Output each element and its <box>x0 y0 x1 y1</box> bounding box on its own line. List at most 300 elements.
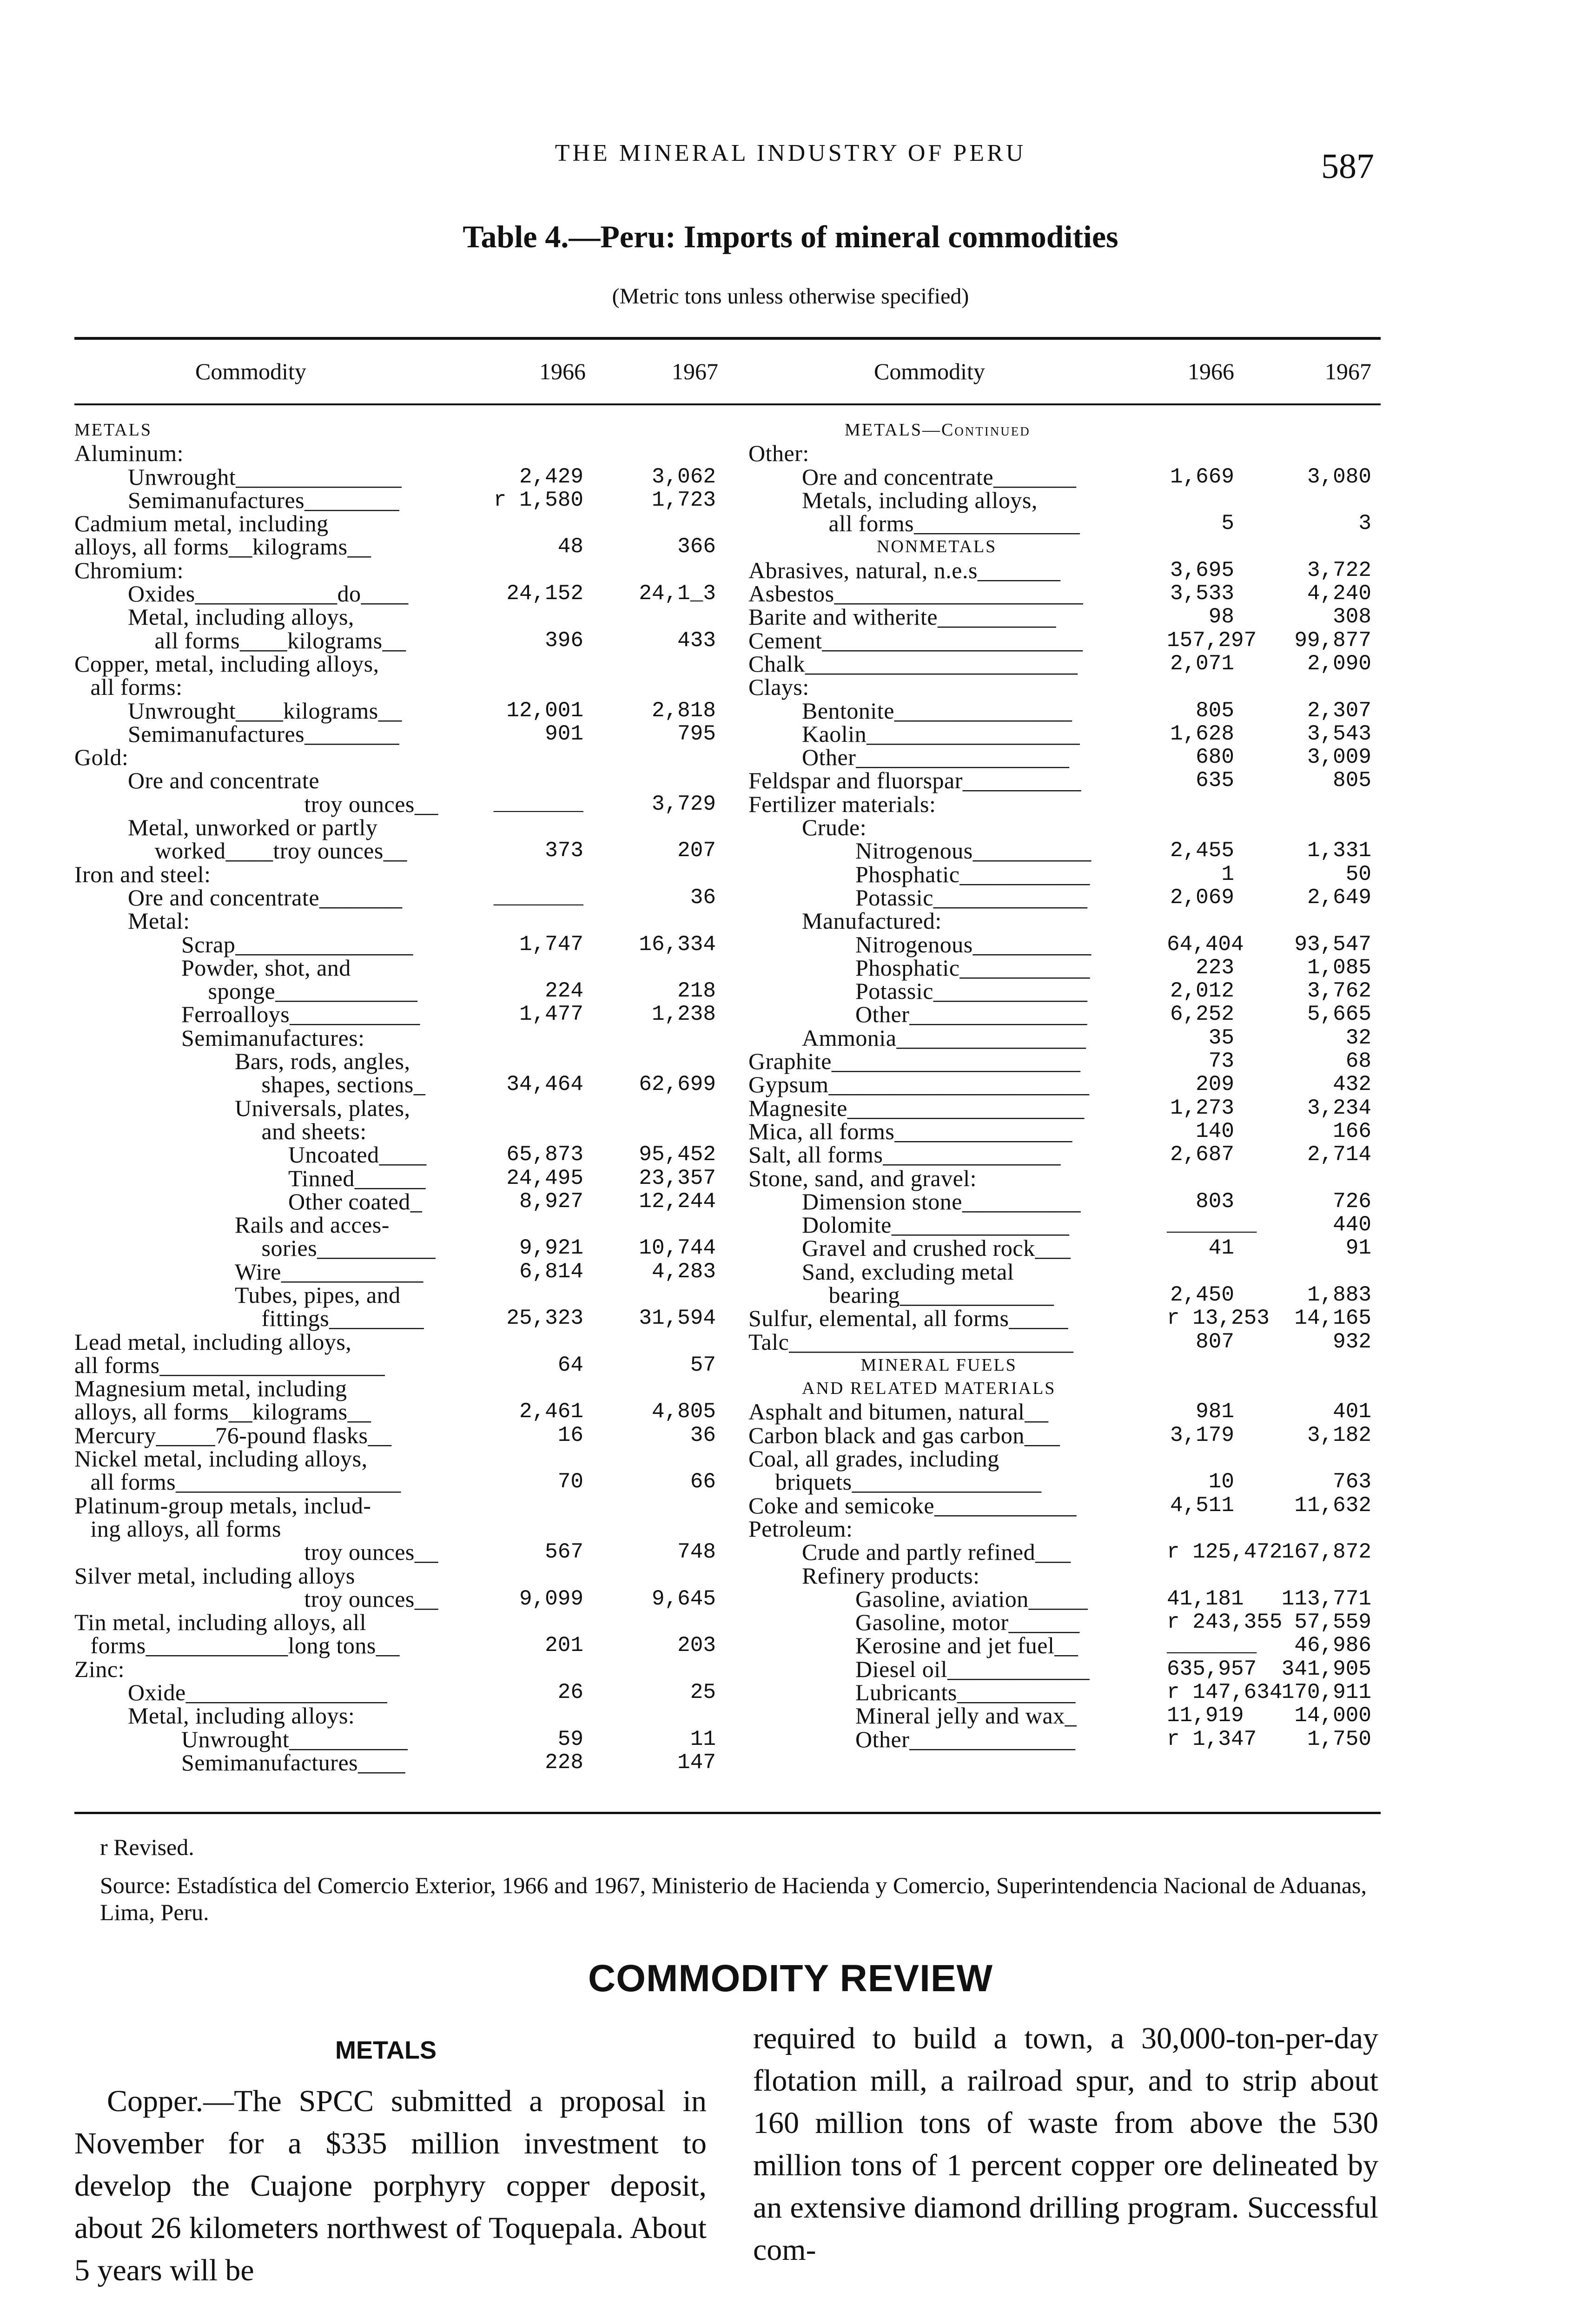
table-row <box>74 1377 725 1400</box>
value-1966: 2,450 <box>1170 1282 1234 1307</box>
value-1967: 10,744 <box>639 1236 716 1261</box>
table-row <box>748 1400 1385 1423</box>
commodity-label: Other__________________ <box>802 744 1070 771</box>
body-paragraph-left: Copper.—The SPCC submitted a proposal in November for a $335 million investment to develop the Cuajone porphyry copper deposit, about 26 kilometers northwest of Toquepala. About 5 years will be <box>74 2084 707 2287</box>
footnote-source: Source: Estadística del Comercio Exterior, 1966 and 1967, Ministerio de Hacienda y Comercio, Superintendencia Nacional de Aduanas, Lima, Peru. <box>100 1872 1367 1925</box>
value-1967: 5,665 <box>1307 1002 1371 1027</box>
table-right-column <box>748 418 1385 1751</box>
commodity-label: Semimanufactures____ <box>181 1749 406 1776</box>
col-header-1966-left: 1966 <box>539 358 586 384</box>
commodity-label: Stone, sand, and gravel: <box>748 1165 977 1191</box>
commodity-label: Talc________________________ <box>748 1328 1074 1355</box>
commodity-label: Phosphatic___________ <box>855 861 1090 887</box>
value-1967: 23,357 <box>639 1166 716 1190</box>
commodity-label: troy ounces__ <box>304 1539 438 1565</box>
value-1967: 1,723 <box>651 488 716 512</box>
table-row <box>74 1424 725 1447</box>
commodity-label: Ore and concentrate_______ <box>802 463 1077 490</box>
value-1966: r 243,355 <box>1167 1610 1283 1635</box>
value-1966: 73 <box>1208 1049 1234 1074</box>
value-1967: 932 <box>1333 1329 1371 1354</box>
table-row <box>74 1611 725 1634</box>
value-1967: 36 <box>690 885 716 910</box>
table-row <box>74 1728 725 1751</box>
table-row <box>74 1353 725 1377</box>
table-row <box>748 582 1385 605</box>
commodity-label: Asbestos_____________________ <box>748 581 1084 607</box>
value-1967: 91 <box>1345 1236 1371 1261</box>
table-row <box>748 1353 1385 1377</box>
value-1967: 36 <box>690 1423 716 1447</box>
value-1967: 1,085 <box>1307 955 1371 980</box>
commodity-label: Potassic_____________ <box>855 978 1088 1004</box>
commodity-label: Other coated_ <box>288 1188 423 1215</box>
table-row <box>74 1260 725 1283</box>
commodity-label: Uncoated____ <box>288 1142 427 1168</box>
table-row <box>748 1003 1385 1026</box>
commodity-label: Mercury_____76-pound flasks__ <box>74 1422 392 1448</box>
value-1966: 635 <box>1196 768 1234 793</box>
value-1967: 66 <box>690 1470 716 1494</box>
commodity-label: Gravel and crushed rock___ <box>802 1235 1071 1261</box>
page-number: 587 <box>1321 147 1374 186</box>
table-row <box>74 769 725 792</box>
table-row <box>748 1073 1385 1096</box>
value-1966: 981 <box>1196 1400 1234 1424</box>
commodity-label: Cement______________________ <box>748 627 1083 654</box>
table-row <box>748 1704 1385 1727</box>
commodity-label: Nitrogenous__________ <box>855 838 1091 864</box>
commodity-label: Gypsum______________________ <box>748 1071 1090 1098</box>
commodity-label: sories__________ <box>261 1235 436 1261</box>
value-1966: 224 <box>545 979 583 1004</box>
value-1966: 228 <box>545 1750 583 1775</box>
table-row <box>748 1096 1385 1120</box>
commodity-review-heading: COMMODITY REVIEW <box>588 1957 993 2000</box>
table-row <box>74 1751 725 1774</box>
value-1966: 1,477 <box>519 1002 583 1027</box>
running-head: THE MINERAL INDUSTRY OF PERU <box>555 140 1026 166</box>
value-1966: 65,873 <box>506 1142 583 1167</box>
commodity-label: Sulfur, elemental, all forms_____ <box>748 1305 1068 1332</box>
commodity-label: Refinery products: <box>802 1562 980 1589</box>
commodity-label: and sheets: <box>261 1118 367 1144</box>
commodity-label: troy ounces__ <box>304 1585 438 1612</box>
value-1966: _______ <box>1167 1213 1257 1237</box>
table-top-rule <box>74 337 1381 340</box>
table-row <box>74 746 725 769</box>
value-1966: 6,252 <box>1170 1002 1234 1027</box>
value-1967: 2,090 <box>1307 651 1371 676</box>
commodity-label: Petroleum: <box>748 1515 853 1542</box>
table-subtitle: (Metric tons unless otherwise specified) <box>612 284 969 309</box>
value-1966: 41,181 <box>1167 1586 1244 1611</box>
value-1966: 10 <box>1208 1470 1234 1494</box>
table-row <box>74 489 725 512</box>
commodity-label: Metal, unworked or partly <box>128 814 378 841</box>
commodity-label: bearing_____________ <box>828 1281 1054 1308</box>
table-row <box>748 979 1385 1003</box>
commodity-label: Ore and concentrate_______ <box>128 884 403 911</box>
commodity-label: Chalk_______________________ <box>748 650 1078 677</box>
commodity-label: Barite and witherite__________ <box>748 604 1057 630</box>
table-row <box>74 956 725 979</box>
value-1966: 2,429 <box>519 464 583 489</box>
table-row <box>748 559 1385 582</box>
table-row <box>748 1728 1385 1751</box>
table-row <box>748 629 1385 652</box>
table-row <box>748 605 1385 628</box>
value-1966: 201 <box>545 1633 583 1658</box>
value-1966: 98 <box>1208 605 1234 629</box>
value-1966: 223 <box>1196 955 1234 980</box>
table-row <box>748 1283 1385 1307</box>
value-1967: 366 <box>677 535 716 559</box>
table-row <box>748 1050 1385 1073</box>
table-row <box>74 652 725 675</box>
table-row <box>748 1213 1385 1236</box>
table-row <box>74 1283 725 1307</box>
table-row <box>748 1657 1385 1681</box>
commodity-label: shapes, sections_ <box>261 1071 426 1098</box>
table-row <box>74 722 725 746</box>
commodity-label: Magnesium metal, including <box>74 1375 347 1402</box>
value-1967: 3,543 <box>1307 721 1371 746</box>
table-row <box>748 652 1385 675</box>
commodity-label: Iron and steel: <box>74 861 211 887</box>
commodity-label: Kerosine and jet fuel__ <box>855 1632 1078 1659</box>
commodity-label: Sand, excluding metal <box>802 1258 1014 1285</box>
table-row <box>748 1564 1385 1587</box>
table-row <box>74 1400 725 1423</box>
table-row <box>748 816 1385 839</box>
commodity-label: Copper, metal, including alloys, <box>74 650 379 677</box>
commodity-label: Scrap_______________ <box>181 931 413 957</box>
table-row <box>748 909 1385 932</box>
value-1967: 1,331 <box>1307 838 1371 863</box>
value-1966: 1 <box>1221 862 1234 886</box>
commodity-label: Tubes, pipes, and <box>235 1281 401 1308</box>
table-row <box>74 1587 725 1611</box>
commodity-label: Metals, including alloys, <box>802 487 1038 513</box>
value-1967: 763 <box>1333 1470 1371 1494</box>
table-row <box>74 1470 725 1493</box>
commodity-label: Diesel oil____________ <box>855 1656 1090 1682</box>
table-row <box>748 933 1385 956</box>
table-row <box>74 1540 725 1564</box>
value-1967: 24,1_3 <box>639 581 716 606</box>
value-1966: 59 <box>557 1727 583 1751</box>
table-row <box>74 699 725 722</box>
table-row <box>74 1026 725 1050</box>
table-row <box>74 1120 725 1143</box>
commodity-label: fittings________ <box>261 1305 424 1332</box>
table-row <box>748 746 1385 769</box>
table-row <box>74 442 725 465</box>
value-1966: 567 <box>545 1540 583 1565</box>
value-1967: 25 <box>690 1680 716 1705</box>
table-row <box>748 1120 1385 1143</box>
table-row <box>748 722 1385 746</box>
value-1966: 24,152 <box>506 581 583 606</box>
value-1967: 11 <box>690 1727 716 1751</box>
table-row <box>74 909 725 932</box>
value-1966: r 1,580 <box>493 488 583 512</box>
value-1967: 50 <box>1345 862 1371 886</box>
value-1966: 4,511 <box>1170 1493 1234 1518</box>
commodity-label: Graphite_____________________ <box>748 1048 1081 1075</box>
value-1966: _______ <box>493 792 583 816</box>
table-row <box>748 1587 1385 1611</box>
commodity-label: Mineral jelly and wax_ <box>855 1703 1077 1729</box>
commodity-label: Magnesite____________________ <box>748 1095 1085 1121</box>
value-1966: 396 <box>545 628 583 653</box>
value-1966: 70 <box>557 1470 583 1494</box>
table-row <box>74 1634 725 1657</box>
table-row <box>748 489 1385 512</box>
value-1967: 401 <box>1333 1400 1371 1424</box>
value-1967: 3,080 <box>1307 464 1371 489</box>
value-1966: r 13,253 <box>1167 1306 1270 1331</box>
commodity-label: Aluminum: <box>74 440 184 467</box>
value-1967: 57 <box>690 1353 716 1377</box>
table-row <box>748 792 1385 816</box>
value-1966: 34,464 <box>506 1072 583 1097</box>
commodity-label: Oxide_________________ <box>128 1679 388 1706</box>
table-row <box>748 1634 1385 1657</box>
value-1967: 3,009 <box>1307 745 1371 770</box>
table-row <box>748 512 1385 535</box>
value-1966: 2,687 <box>1170 1142 1234 1167</box>
table-row <box>74 1050 725 1073</box>
value-1966: 3,533 <box>1170 581 1234 606</box>
value-1966: 803 <box>1196 1189 1234 1214</box>
commodity-label: Metal: <box>128 908 190 934</box>
table-row <box>748 956 1385 979</box>
commodity-label: Other_______________ <box>855 1001 1087 1028</box>
col-header-commodity-left: Commodity <box>195 358 306 384</box>
value-1966: 64,404 <box>1167 932 1244 957</box>
value-1967: 32 <box>1345 1025 1371 1050</box>
value-1967: 726 <box>1333 1189 1371 1214</box>
table-row <box>74 512 725 535</box>
table-row <box>74 675 725 699</box>
commodity-label: Coke and semicoke____________ <box>748 1492 1077 1519</box>
col-header-commodity-right: Commodity <box>874 358 985 384</box>
value-1967: 9,645 <box>651 1586 716 1611</box>
table-row <box>74 1704 725 1727</box>
table-row <box>748 863 1385 886</box>
value-1967: 218 <box>677 979 716 1004</box>
commodity-label: Nitrogenous__________ <box>855 931 1091 957</box>
commodity-label: Fertilizer materials: <box>748 791 936 817</box>
commodity-label: Coal, all grades, including <box>748 1446 999 1472</box>
commodity-label: Crude: <box>802 814 867 841</box>
table-row <box>748 1470 1385 1493</box>
value-1966: 9,921 <box>519 1236 583 1261</box>
value-1967: 11,632 <box>1294 1493 1371 1518</box>
table-section-heading: NONMETALS <box>877 537 997 557</box>
table-row <box>748 1307 1385 1330</box>
value-1967: 57,559 <box>1294 1610 1371 1635</box>
commodity-label: all forms______________ <box>828 510 1080 537</box>
commodity-label: Tinned______ <box>288 1165 426 1191</box>
value-1966: r 147,634 <box>1167 1680 1283 1705</box>
commodity-label: Other______________ <box>855 1726 1076 1752</box>
commodity-label: Wire____________ <box>235 1258 423 1285</box>
value-1966: 6,814 <box>519 1259 583 1284</box>
value-1966: 16 <box>557 1423 583 1447</box>
value-1967: 4,283 <box>651 1259 716 1284</box>
commodity-label: Oxides____________do____ <box>128 581 409 607</box>
value-1966: 26 <box>557 1680 583 1705</box>
value-1966: 9,099 <box>519 1586 583 1611</box>
table-left-column <box>74 418 725 1774</box>
value-1967: 748 <box>677 1540 716 1565</box>
commodity-label: Metal, including alloys: <box>128 1703 355 1729</box>
table-row <box>748 1330 1385 1353</box>
value-1966: 5 <box>1221 511 1234 536</box>
value-1966: 24,495 <box>506 1166 583 1190</box>
value-1967: 207 <box>677 838 716 863</box>
table-row <box>74 1307 725 1330</box>
table-row <box>74 1681 725 1704</box>
value-1967: 46,986 <box>1294 1633 1371 1658</box>
value-1967: 341,905 <box>1281 1657 1371 1681</box>
table-row <box>74 465 725 489</box>
table-row <box>748 1377 1385 1400</box>
commodity-label: Gasoline, motor______ <box>855 1609 1080 1636</box>
value-1967: 2,649 <box>1307 885 1371 910</box>
table-row <box>748 1143 1385 1166</box>
table-row <box>748 1167 1385 1190</box>
table-row <box>74 1236 725 1260</box>
col-header-1966-right: 1966 <box>1188 358 1234 384</box>
table-footnotes <box>100 1834 1383 1937</box>
value-1966: 1,669 <box>1170 464 1234 489</box>
commodity-label: Metal, including alloys, <box>128 604 354 630</box>
table-row <box>748 535 1385 558</box>
value-1966: 373 <box>545 838 583 863</box>
table-row <box>74 1517 725 1540</box>
commodity-label: Universals, plates, <box>235 1095 410 1121</box>
table-row <box>74 582 725 605</box>
value-1967: 440 <box>1333 1213 1371 1237</box>
table-row <box>74 535 725 558</box>
commodity-label: Unwrought__________ <box>181 1726 408 1752</box>
commodity-label: Tin metal, including alloys, all <box>74 1609 367 1636</box>
table-row <box>748 1447 1385 1470</box>
commodity-label: Crude and partly refined___ <box>802 1539 1071 1565</box>
commodity-label: Clays: <box>748 674 809 700</box>
value-1966: 8,927 <box>519 1189 583 1214</box>
table-row <box>74 792 725 816</box>
commodity-label: Powder, shot, and <box>181 954 351 981</box>
table-row <box>74 1096 725 1120</box>
table-row <box>74 1564 725 1587</box>
value-1967: 14,000 <box>1294 1703 1371 1728</box>
table-header-rule <box>74 403 1381 405</box>
value-1967: 1,750 <box>1307 1727 1371 1751</box>
commodity-label: Dolomite_______________ <box>802 1212 1070 1238</box>
commodity-label: Phosphatic___________ <box>855 954 1090 981</box>
commodity-label: alloys, all forms__kilograms__ <box>74 1399 371 1425</box>
col-header-1967-right: 1967 <box>1325 358 1371 384</box>
commodity-label: Bentonite_______________ <box>802 697 1072 724</box>
commodity-label: Semimanufactures: <box>181 1024 365 1051</box>
commodity-label: all forms___________________ <box>74 1352 385 1378</box>
commodity-label: Potassic_____________ <box>855 884 1088 911</box>
commodity-label: Salt, all forms_______________ <box>748 1142 1061 1168</box>
table-row <box>748 1260 1385 1283</box>
value-1967: 99,877 <box>1294 628 1371 653</box>
value-1966: _______ <box>493 885 583 910</box>
value-1966: 901 <box>545 721 583 746</box>
table-row <box>748 442 1385 465</box>
table-row <box>748 699 1385 722</box>
value-1966: 2,071 <box>1170 651 1234 676</box>
value-1967: 4,805 <box>651 1400 716 1424</box>
value-1966: 12,001 <box>506 698 583 723</box>
table-title: Table 4.—Peru: Imports of mineral commodities <box>463 219 1118 254</box>
table-section-heading: MINERAL FUELS <box>860 1355 1017 1375</box>
table-row <box>748 1026 1385 1050</box>
table-row <box>748 769 1385 792</box>
value-1967: 203 <box>677 1633 716 1658</box>
value-1966: 1,747 <box>519 932 583 957</box>
commodity-label: Ferroalloys___________ <box>181 1001 420 1028</box>
table-row <box>74 1330 725 1353</box>
commodity-label: Semimanufactures________ <box>128 720 400 747</box>
commodity-label: Dimension stone__________ <box>802 1188 1081 1215</box>
value-1966: 35 <box>1208 1025 1234 1050</box>
value-1967: 1,883 <box>1307 1282 1371 1307</box>
value-1966: 25,323 <box>506 1306 583 1331</box>
metals-section-heading: METALS <box>335 2036 437 2064</box>
value-1967: 433 <box>677 628 716 653</box>
value-1967: 2,714 <box>1307 1142 1371 1167</box>
commodity-label: briquets________________ <box>775 1469 1042 1495</box>
value-1966: 1,273 <box>1170 1096 1234 1120</box>
value-1966: 2,461 <box>519 1400 583 1424</box>
value-1967: 1,238 <box>651 1002 716 1027</box>
value-1967: 795 <box>677 721 716 746</box>
table-row <box>748 839 1385 862</box>
table-row <box>74 559 725 582</box>
table-row <box>748 675 1385 699</box>
commodity-label: Unwrought______________ <box>128 463 402 490</box>
value-1967: 432 <box>1333 1072 1371 1097</box>
value-1966: 2,012 <box>1170 979 1234 1004</box>
value-1966: 807 <box>1196 1329 1234 1354</box>
value-1966: 2,069 <box>1170 885 1234 910</box>
value-1966: r 1,347 <box>1167 1727 1257 1751</box>
value-1967: 16,334 <box>639 932 716 957</box>
table-row <box>74 1073 725 1096</box>
body-paragraph-right: required to build a town, a 30,000-ton-per-day flotation mill, a railroad spur, and to strip about 160 million tons of waste from above the 530 million tons of 1 percent copper ore delineated by an extensive diamond drilling program. Successful com- <box>753 2021 1378 2267</box>
commodity-label: Semimanufactures________ <box>128 487 400 513</box>
value-1966: 2,455 <box>1170 838 1234 863</box>
value-1966: 1,628 <box>1170 721 1234 746</box>
commodity-label: Mica, all forms_______________ <box>748 1118 1072 1144</box>
value-1966: 3,179 <box>1170 1423 1234 1447</box>
commodity-label: Rails and acces- <box>235 1212 390 1238</box>
table-row <box>748 1540 1385 1564</box>
value-1966: 48 <box>557 535 583 559</box>
value-1967: 170,911 <box>1281 1680 1371 1705</box>
table-row <box>748 1494 1385 1517</box>
value-1966: 140 <box>1196 1119 1234 1143</box>
